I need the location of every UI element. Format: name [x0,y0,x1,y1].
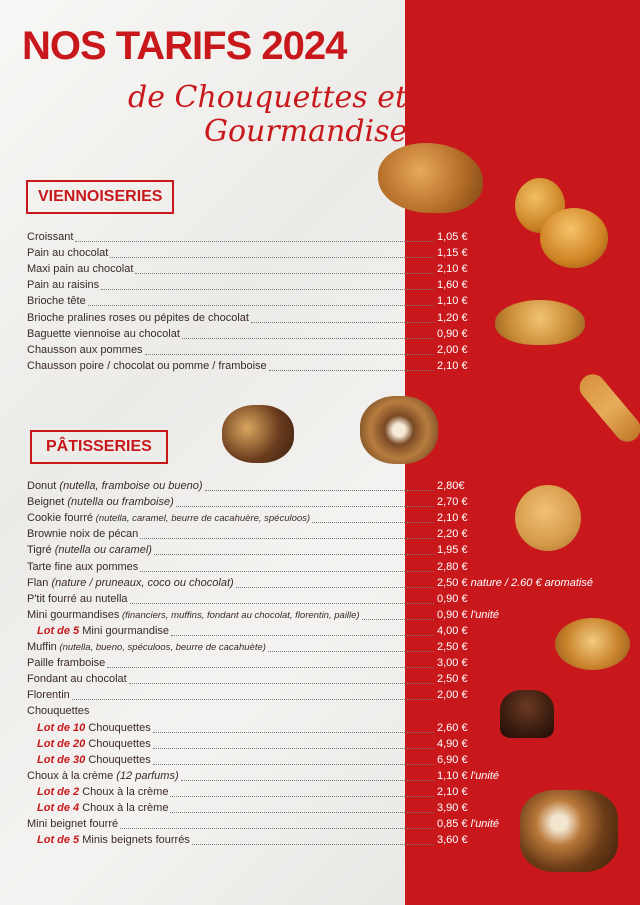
item-name: Chouquettes [88,721,151,734]
item-name: Chausson poire / chocolat ou pomme / framboise [27,359,267,372]
item-price [437,625,468,637]
price-value: 0,90 € [437,592,468,605]
price-value: 2,80 € [437,560,468,573]
price-value: 1,05 € [437,231,468,243]
price-note: l'unité [467,769,500,782]
leader-dots [407,780,434,781]
item-price [437,528,468,540]
item-price [437,344,468,356]
item-name: Choux à la crème [27,769,114,782]
price-value: 1,15 € [437,247,468,260]
leader-dots [407,522,434,523]
item-name: Choux à la crème [82,802,169,814]
item-label [27,231,73,243]
price-value: 2,80€ [437,480,465,492]
leader-dots [153,732,407,733]
price-value: 3,60 € [437,834,468,847]
item-price [437,328,468,340]
price-note: nature / 2.60 € aromatisé [467,576,593,589]
item-price [437,279,468,291]
mini-gourmandises-image [222,405,294,463]
leader-dots [407,305,434,306]
item-price [437,247,468,259]
item-price [437,641,468,653]
leader-dots [407,603,434,604]
leader-dots [181,780,407,781]
price-value: 1,10 € [437,769,468,782]
leader-dots [182,338,407,339]
item-name: P'tit fourré au nutella [27,592,128,605]
price-value: 2,10 € [437,263,468,276]
leader-dots [407,764,434,765]
price-value: 3,00 € [437,657,468,670]
price-value: 2,50 € [437,673,468,686]
leader-dots [407,538,434,539]
leader-dots [140,571,407,572]
brioche-pralines-image [540,208,608,268]
item-price [437,512,468,524]
item-label [27,818,118,830]
item-name: Muffin [27,641,57,653]
leader-dots [407,571,434,572]
leader-dots [129,683,407,684]
item-label [27,561,138,573]
item-label [27,593,128,605]
item-name: Fondant au chocolat [27,673,127,686]
price-value: 4,90 € [437,737,468,750]
item-name: Mini gourmandises [27,608,120,621]
leader-dots [75,241,407,242]
item-name: Chouquettes [88,753,151,766]
item-price [437,295,468,307]
leader-dots [407,619,434,620]
leader-dots [407,506,434,507]
item-label [27,770,179,782]
item-label [27,279,99,291]
leader-dots [140,538,407,539]
item-label [27,312,249,324]
item-label [27,705,89,717]
item-label [37,786,168,798]
price-value: 2,10 € [437,785,468,798]
item-label [27,247,108,259]
price-value: 3,90 € [437,802,468,814]
item-label [27,295,86,307]
item-label [27,641,266,653]
item-detail: (nature / pruneaux, coco ou chocolat) [48,576,234,589]
item-detail: (nutella ou caramel) [51,544,152,557]
price-note: l'unité [467,608,500,621]
tarte-pommes-image [555,618,630,670]
item-name: Brioche pralines roses ou pépites de chocolat [27,311,249,324]
leader-dots [407,554,434,555]
item-label [27,544,152,556]
item-name: Baguette viennoise au chocolat [27,327,180,340]
item-label [27,496,174,508]
patisseries-heading: PÂTISSERIES [30,430,168,464]
leader-dots [407,257,434,258]
choux-creme-image [520,790,618,872]
item-name: Tarte fine aux pommes [27,560,139,573]
leader-dots [192,844,407,845]
item-price [437,609,499,621]
leader-dots [407,587,434,588]
leader-dots [236,587,407,588]
item-label [27,577,234,589]
item-detail: (12 parfums) [113,769,179,782]
item-name: Croissant [27,231,74,243]
price-value: 1,60 € [437,279,468,292]
item-detail: (nutella, caramel, beurre de cacahuère, spéculoos) [93,513,311,525]
item-name: Brioche tête [27,295,86,308]
price-value: 0,90 € [437,608,468,621]
leader-dots [205,490,407,491]
leader-dots [110,257,407,258]
item-name: Cookie fourré [27,512,94,525]
item-label [27,528,138,540]
item-price [437,722,468,734]
leader-dots [362,619,407,620]
leader-dots [407,699,434,700]
price-value: 2,00 € [437,343,468,356]
item-name: Chausson aux pommes [27,343,143,356]
leader-dots [170,796,407,797]
item-name: Brownie noix de pécan [27,528,139,541]
item-price [437,480,465,492]
item-name: Mini beignet fourré [27,818,119,831]
leader-dots [407,273,434,274]
leader-dots [101,289,407,290]
price-value: 2,70 € [437,496,468,509]
item-label [27,263,133,275]
price-value: 1,95 € [437,544,468,557]
item-price [437,231,468,243]
item-name: Paille framboise [27,657,106,670]
item-price [437,738,468,750]
price-value: 1,20 € [437,311,468,324]
item-label [37,834,190,846]
item-label [27,344,143,356]
item-label [27,328,180,340]
leader-dots [407,635,434,636]
leader-dots [407,370,434,371]
leader-dots [407,490,434,491]
item-price [437,834,468,846]
leader-dots [407,812,434,813]
item-label [27,480,203,492]
item-price [437,577,593,589]
price-value: 6,90 € [437,753,468,766]
leader-dots [88,305,407,306]
leader-dots [407,651,434,652]
item-name: Tigré [27,544,52,557]
item-name: Beignet [27,496,65,509]
item-price [437,360,468,372]
item-price [437,689,468,701]
subtitle-line-1: de Chouquettes et [128,80,408,115]
leader-dots [176,506,407,507]
item-label [27,689,70,701]
leader-dots [407,241,434,242]
item-name: Minis beignets fourrés [82,834,190,847]
item-label [37,738,151,750]
leader-dots [145,354,407,355]
item-price [437,754,468,766]
item-label [27,609,360,621]
leader-dots [268,651,407,652]
item-name: Flan [27,576,49,589]
leader-dots [171,635,407,636]
item-label [27,512,310,524]
leader-dots [72,699,407,700]
leader-dots [407,667,434,668]
price-value: 2,20 € [437,528,468,541]
item-name: Mini gourmandise [82,624,170,637]
price-value: 2,10 € [437,512,468,525]
leader-dots [407,732,434,733]
donuts-image [360,396,438,464]
item-label [37,722,151,734]
item-name: Pain au chocolat [27,247,109,260]
price-value: 2,50 € [437,641,468,653]
leader-dots [269,370,407,371]
item-price [437,770,499,782]
item-price [437,593,468,605]
item-price [437,544,468,556]
item-label [37,754,151,766]
leader-dots [407,748,434,749]
item-label [37,802,168,814]
item-name: Donut [27,480,57,492]
lot-label: Lot de 5 [37,834,83,847]
viennoiseries-heading: VIENNOISERIES [26,180,174,214]
leader-dots [407,796,434,797]
item-detail: (financiers, muffins, fondant au chocolat, florentin, paille) [119,609,360,621]
item-name: Chouquettes [27,705,90,718]
item-name: Maxi pain au chocolat [27,263,134,276]
leader-dots [407,354,434,355]
item-price [437,312,468,324]
item-price [437,818,499,830]
leader-dots [407,828,434,829]
item-price [437,657,468,669]
item-price [437,263,468,275]
item-name: Florentin [27,689,70,702]
subtitle-line-2: Gourmandises [204,114,423,149]
leader-dots [407,844,434,845]
fondant-chocolat-image [500,690,554,738]
price-value: 0,85 € [437,818,468,831]
item-detail: (nutella, framboise ou bueno) [56,480,203,492]
item-label [27,657,105,669]
leader-dots [153,764,407,765]
leader-dots [170,812,407,813]
item-detail: (nutella ou framboise) [64,496,174,509]
leader-dots [135,273,407,274]
leader-dots [153,748,407,749]
leader-dots [130,603,407,604]
price-value: 1,10 € [437,295,468,308]
cookie-image [515,485,581,551]
leader-dots [154,554,407,555]
leader-dots [120,828,407,829]
item-name: Pain au raisins [27,279,100,292]
leader-dots [407,338,434,339]
item-label [37,625,169,637]
price-value: 2,60 € [437,721,468,734]
price-value: 2,50 € [437,576,468,589]
lot-label: Lot de 30 [37,753,89,766]
lot-label: Lot de 2 [37,785,83,798]
item-price [437,496,468,508]
item-price [437,786,468,798]
chausson-image [495,300,585,345]
leader-dots [107,667,407,668]
page-title: NOS TARIFS 2024 [22,24,347,68]
leader-dots [407,322,434,323]
item-price [437,561,468,573]
item-label [27,360,267,372]
item-price [437,802,468,814]
leader-dots [251,322,407,323]
item-name: Chouquettes [88,737,151,750]
lot-label: Lot de 4 [37,802,83,814]
leader-dots [407,683,434,684]
price-value: 2,10 € [437,359,468,372]
price-value: 2,00 € [437,689,468,702]
item-price [437,673,468,685]
price-note: l'unité [467,818,500,831]
price-value: 4,00 € [437,624,468,637]
item-name: Choux à la crème [82,785,169,798]
item-label [27,673,127,685]
leader-dots [407,289,434,290]
item-detail: (nutella, bueno, spéculoos, beurre de cacahuète) [56,642,266,653]
lot-label: Lot de 10 [37,721,89,734]
lot-label: Lot de 5 [37,624,83,637]
price-value: 0,90 € [437,327,468,340]
lot-label: Lot de 20 [37,737,89,750]
leader-dots [312,522,407,523]
